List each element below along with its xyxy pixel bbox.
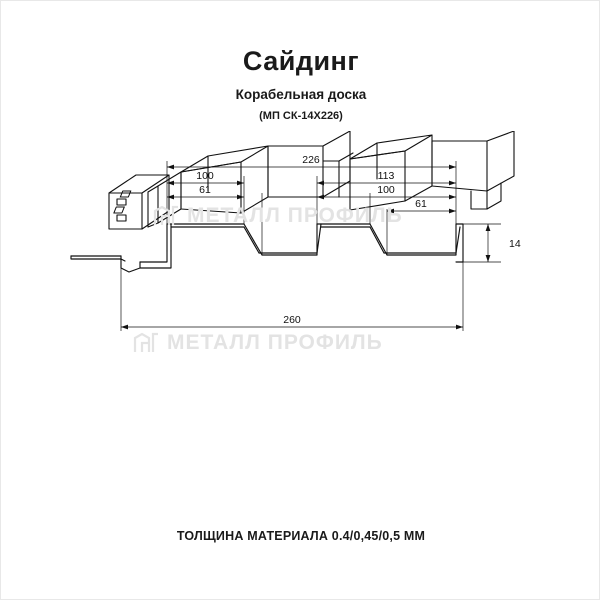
page-subtitle: Корабельная доска — [235, 87, 367, 102]
watermark-text: МЕТАЛЛ ПРОФИЛЬ — [167, 331, 383, 354]
watermark-text: МЕТАЛЛ ПРОФИЛЬ — [187, 204, 403, 227]
dim-14: 14 — [509, 238, 521, 250]
dimension-lines — [121, 161, 501, 331]
dim-113: 113 — [377, 170, 395, 182]
dim-61-right: 61 — [415, 198, 427, 210]
header — [1, 45, 600, 123]
drawing-svg — [1, 131, 600, 511]
page-title: Сайдинг — [242, 46, 360, 76]
dim-61-left: 61 — [199, 184, 211, 196]
technical-drawing — [1, 131, 600, 511]
dim-226: 226 — [302, 154, 320, 166]
dim-260: 260 — [283, 314, 301, 326]
dimension-arrowheads — [121, 165, 490, 330]
dim-100-right: 100 — [377, 184, 395, 196]
dimension-labels — [196, 154, 521, 326]
footer-material-thickness: ТОЛЩИНА МАТЕРИАЛА 0.4/0,45/0,5 ММ — [176, 529, 426, 543]
dim-100-left: 100 — [196, 170, 214, 182]
perspective-profile-view — [109, 131, 514, 229]
cross-section-profile-view — [71, 224, 463, 272]
product-code: (МП СК-14Х226) — [259, 110, 343, 122]
